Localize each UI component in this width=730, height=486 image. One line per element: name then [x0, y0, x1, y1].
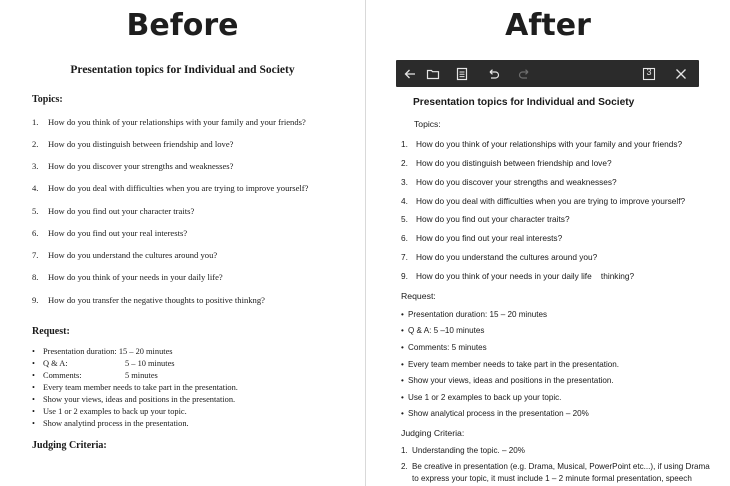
before-request-item: • Use 1 or 2 examples to back up your topic.: [32, 407, 187, 416]
before-question: 7. How do you understand the cultures around you?: [32, 250, 218, 260]
before-question: 5. How do you find out your character traits?: [32, 206, 195, 216]
before-request-item: • Show your views, ideas and positions in the presentation.: [32, 395, 236, 404]
after-topics-heading: Topics:: [414, 119, 441, 129]
after-question: 4. How do you deal with difficulties when you are trying to improve yourself?: [401, 196, 686, 206]
redo-icon[interactable]: [515, 64, 535, 83]
before-request-item: • Comments: 5 minutes: [32, 371, 158, 380]
before-question: 4. How do you deal with difficulties when you are trying to improve yourself?: [32, 183, 309, 193]
after-request-heading: Request:: [401, 291, 436, 301]
before-heading: Before: [126, 8, 239, 43]
after-criteria-item: 1. Understanding the topic. – 20%: [401, 446, 525, 455]
before-question: 9. How do you transfer the negative thoughts to positive thinkng?: [32, 295, 265, 305]
before-topics-heading: Topics:: [32, 94, 63, 105]
after-request-item: • Every team member needs to take part in the presentation.: [401, 360, 619, 369]
before-request-item: • Presentation duration: 15 – 20 minutes: [32, 347, 173, 356]
after-question: 1. How do you think of your relationships with your family and your friends?: [401, 139, 683, 149]
before-question: 3. How do you discover your strengths and weaknesses?: [32, 161, 234, 171]
after-heading: After: [505, 8, 591, 43]
after-criteria-continuation: to express your topic, it must include 1 – 2 minute formal presentation, speech: [412, 474, 692, 483]
before-question: 1. How do you think of your relationships with your family and your friends?: [32, 117, 306, 127]
before-request-item: • Show analytind process in the presentation.: [32, 419, 189, 428]
before-question: 6. How do you find out your real interests?: [32, 228, 188, 238]
after-panel: [366, 0, 730, 486]
after-criteria-item: 2. Be creative in presentation (e.g. Drama, Musical, PowerPoint etc...), if using Drama: [401, 462, 710, 471]
after-question: 2. How do you distinguish between friendship and love?: [401, 158, 612, 168]
after-request-item: • Show your views, ideas and positions in the presentation.: [401, 376, 614, 385]
after-judging-heading: Judging Criteria:: [401, 428, 465, 438]
after-question: 9. How do you think of your needs in your daily life thinking?: [401, 271, 635, 281]
before-request-heading: Request:: [32, 326, 70, 337]
back-arrow-icon[interactable]: [400, 64, 420, 83]
after-question: 7. How do you understand the cultures around you?: [401, 252, 598, 262]
before-question: 2. How do you distinguish between friendship and love?: [32, 139, 234, 149]
after-doc-title: Presentation topics for Individual and Society: [413, 97, 635, 108]
folder-icon[interactable]: [423, 64, 443, 83]
close-icon[interactable]: [671, 64, 691, 83]
before-judging-heading: Judging Criteria:: [32, 440, 107, 451]
after-request-item: • Q & A: 5 –10 minutes: [401, 326, 485, 335]
before-question: 8. How do you think of your needs in your daily life?: [32, 272, 223, 282]
undo-icon[interactable]: [483, 64, 503, 83]
before-request-item: • Every team member needs to take part in the presentation.: [32, 383, 238, 392]
after-request-item: • Presentation duration: 15 – 20 minutes: [401, 310, 548, 319]
reader-toolbar: [396, 60, 699, 87]
after-request-item: • Show analytical process in the presentation – 20%: [401, 409, 589, 418]
after-question: 5. How do you find out your character traits?: [401, 214, 570, 224]
document-icon[interactable]: [452, 64, 472, 83]
after-question: 6. How do you find out your real interests?: [401, 233, 563, 243]
after-request-item: • Comments: 5 minutes: [401, 343, 487, 352]
page-count: 3: [646, 67, 652, 77]
before-request-item: • Q & A: 5 – 10 minutes: [32, 359, 175, 368]
after-question: 3. How do you discover your strengths and weaknesses?: [401, 177, 617, 187]
before-doc-title: Presentation topics for Individual and Society: [70, 64, 295, 76]
after-request-item: • Use 1 or 2 examples to back up your topic.: [401, 393, 562, 402]
page-count-icon[interactable]: [639, 64, 659, 83]
